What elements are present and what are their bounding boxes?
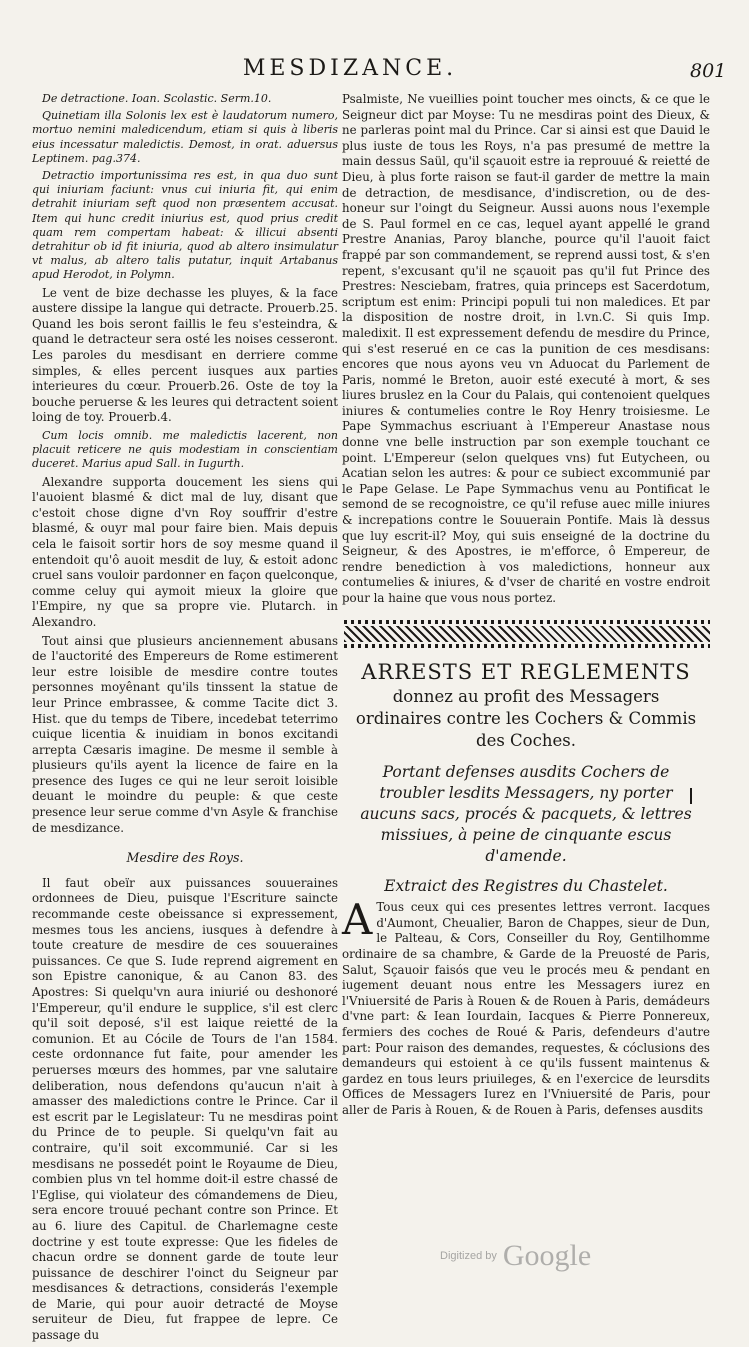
drop-cap: A bbox=[342, 895, 373, 945]
ornamental-band bbox=[344, 617, 710, 651]
paragraph-psalmist: Psalmiste, Ne vueillies point toucher mes oincts, & ce que le Seigneur dict par Moyse: Tu ne mesdiras point des Dieux, & ne parleras point mal du Prince. Car si ainsi est que Dauid le plus iuste de tous les Roys, n'a pas presumé de mettre la main dessus Saül, qu'il sçauoit estre ia reprouué & reietté de Dieu, à plus forte raison se faut-il garder de mettre la main de detraction, de mesdisance, d'indiscretion, ou de des-honeur sur l'oingt du Seigneur. Aussi auons nous l'exemple de S. Paul formel en ce cas, lequel ayant appellé le grand Prestre Ananias, Paroy blanche, pource qu'il l'auoit faict frappé par son commandement, se reprend aussi tost, & s'en repent, s'excusant qu'il ne sçauoit pas qu'il fut Prince des Prestres: Nesciebam, fratres, quia princeps est Sacerdotum, scriptum est enim: Principi populi tui non maledices. Et par la disposition de nostre droit, in l.vn.C. Si quis Imp. maledixit. Il est expressement defendu de mesdire du Prince, qui s'est reserué en ce cas la punition de ces mesdisans: encores que nous ayons veu vn Aduocat du Parlement de Paris, nommé le Breton, auoir esté executé à mort, & ses liures bruslez en la Cour du Palais, qui contenoient quelques iniures & contumelies contre le Roy Henry troisiesme. Le Pape Symmachus escriuant à l'Empereur Anastase nous donne vne belle instruction par son exemple touchant ce point. L'Empereur (selon quelques vns) fut Eutycheen, ou Acatian selon les autres: & pour ce subiect excommunié par le Pape Gelase. Le Pape Symmachus venu au Pontificat le semond de se recognoistre, ce qu'il refuse auec mille iniures & increpations contre le Souuerain Pontife. Mais là dessus que luy escrit-il? Moy, qui suis enseigné de la doctrine du Seigneur, & des Apostres, ie m'efforce, ô Empereur, de rendre benediction à vos maledictions, honneur aux contumelies & iniures, & d'vser de charité en vostre endroit pour la haine que vous nous portez. bbox=[342, 92, 710, 605]
section-title: ARRESTS ET REGLEMENTS bbox=[361, 659, 691, 684]
right-column bbox=[342, 92, 710, 1122]
page-number: 801 bbox=[690, 60, 727, 82]
latin-note-detractio: Detractio importunissima res est, in qua duo sunt qui iniuriam faciunt: vnus cui iniuria fit, qui enim detrahit iniuriam seft quod non præsentem accusat. Item qui hunc credit iniurius est, quod prius credit quam rem compertam habeat: & illicui absenti detrahitur ob id fit iniuria, quod ab altero insimulatur vt malus, ab altero talis putatur, inquit Artabanus apud Herodot, in Polymn. bbox=[32, 169, 338, 282]
paragraph-alexander: Alexandre supporta doucement les siens qui l'auoient blasmé & dict mal de luy, disant que c'estoit chose digne d'vn Roy souffrir d'estre blasmé, & ouyr mal pour faire bien. Mais depuis cela le faisoit sortir hors de soy mesme quand il entendoit qu'ô auoit mesdit de luy, & estoit adonc cruel sans vouloir pardonner en façon quelconque, comme celuy qui aymoit mieux la gloire que l'Empire, ny que sa propre vie. Plutarch. in Alexandro. bbox=[32, 474, 338, 629]
left-column bbox=[32, 92, 338, 1347]
latin-note-solon: Quinetiam illa Solonis lex est è laudatorum numero, mortuo nemini maledicendum, etiam si quis à liberis eius incessatur maledictis. Demost, in orat. aduersus Leptinem. pag.374. bbox=[32, 109, 338, 165]
digitized-watermark bbox=[440, 1236, 620, 1276]
google-logo: Google bbox=[502, 1239, 592, 1272]
paragraph-proverbs: Le vent de bize dechasse les pluyes, & la face austere dissipe la langue qui detracte. Prouerb.25. Quand les bois seront faillis le feu s'esteindra, & quand le detracteur sera osté les noises cesseront. Les paroles du mesdisant en derriere comme simples, & elles percent iusques aux parties interieures du cœur. Prouerb.26. Oste de toy la bouche peruerse & les leures qui detractent soient loing de toy. Prouerb.4. bbox=[32, 285, 338, 425]
subheading-kings: Mesdire des Roys. bbox=[126, 850, 244, 866]
paragraph-obedience: Il faut obeïr aux puissances souueraines ordonnees de Dieu, puisque l'Escriture saincte recommande ceste obeissance si expressement, mesmes tous les anciens, iusques à defendre à toute creature de mesdire de ces souueraines puissances. Ce que S. Iude reprend aigrement en son Epistre canonique, & au Canon 83. des Apostres: Si quelqu'vn aura iniurié ou deshonoré l'Empereur, qu'il endure le supplice, s'il est clerc qu'il soit deposé, s'il est laique reietté de la comunion. Et au Cócile de Tours de l'an 1584. ceste ordonnance fut faite, pour amender les peruerses mœurs des hommes, par vne salutaire deliberation, nous defendons qu'aucun n'ait à amasser des maledictions contre le Prince. Car il est escrit par le Legislateur: Tu ne mesdiras point du Prince de to peuple. Si quelqu'vn fait au contraire, qu'il soit excommunié. Car si les mesdisans ne possedét point le Royaume de Dieu, combien plus vn tel homme doit-il estre chassé de l'Eglise, qui violateur des cómandemens de Dieu, sera encore trouué pechant contre son Prince. Et au 6. liure des Capitul. de Charlemagne ceste doctrine y est toute expresse: Que les fideles de chacun ordre se donnent garde de toute leur puissance de deschirer l'oinct du Seigneur par mesdisances & detractions, considerás l'exemple de Marie, qui pour auoir detracté de Moyse seruiteur de Dieu, fut frappee de lepre. Ce passage du bbox=[32, 875, 338, 1343]
paragraph-decree bbox=[342, 895, 710, 1118]
paragraph-emperors: Tout ainsi que plusieurs anciennement abusans de l'auctorité des Empereurs de Rome estimerent leur estre loisible de mesdire contre toutes personnes moyênant qu'ils tinssent la statue de leur Prince embrassee, & comme Tacite dict 3. Hist. que du temps de Tibere, incedebat teterrimo cuique licentia & inuidiam in bonos excitandi arrepta Cæsaris imagine. De mesme il semble à plusieurs qu'ils ayent la licence de faire en la presence des Iuges ce qui ne leur seroit loisible deuant le moindre du peuple: & que ceste presence leur serue comme d'vn Asyle & franchise de mesdizance. bbox=[32, 633, 338, 835]
margin-reference: De detractione. Ioan. Scolastic. Serm.10. bbox=[42, 92, 272, 105]
section-subtitle: donnez au profit des Messagers ordinaires contre les Cochers & Commis des Coches. bbox=[355, 686, 697, 750]
digitized-label: Digitized by bbox=[440, 1250, 497, 1262]
decree-text: Tous ceux qui ces presentes lettres verront. Iacques d'Aumont, Cheualier, Baron de Chappes, sieur de Dun, le Palteau, & Cors, Conseiller du Roy, Gentilhomme ordinaire de sa chambre, & Garde de la Preuosté de Paris, Salut, Sçauoir faisós que veu le procés meu & pendant en iugement deuant nous entre les Messagers iurez en l'Vniuersité de Paris à Rouen & de Rouen à Paris, demádeurs d'vne part: & Iean Iourdain, Iacques & Pierre Ponnereux, fermiers des coches de Roué & Paris, defendeurs d'autre part: Pour raison des demandes, requestes, & cóclusions des demandeurs qui estoient à ce qu'ils fussent maintenus & gardez en tous leurs priuileges, & en l'exercice de leursdits Offices de Messagers Iurez en l'Vniuersité de Paris, pour aller de Paris à Rouen, & de Rouen à Paris, defenses ausdits bbox=[342, 900, 710, 1117]
decree-summary: Portant defenses ausdits Cochers de troubler lesdits Messagers, ny porter aucuns sacs, procés & pacquets, & lettres missiues, à peine de cinquante escus d'amende. bbox=[360, 762, 692, 865]
extract-title: Extraict des Registres du Chastelet. bbox=[384, 876, 668, 895]
margin-mark bbox=[690, 788, 692, 804]
running-title: MESDIZANCE. bbox=[242, 56, 458, 81]
latin-note-marius: Cum locis omnib. me maledictis lacerent, non placuit reticere ne quis modestiam in conscientiam duceret. Marius apud Sall. in Iugurth. bbox=[32, 428, 338, 471]
